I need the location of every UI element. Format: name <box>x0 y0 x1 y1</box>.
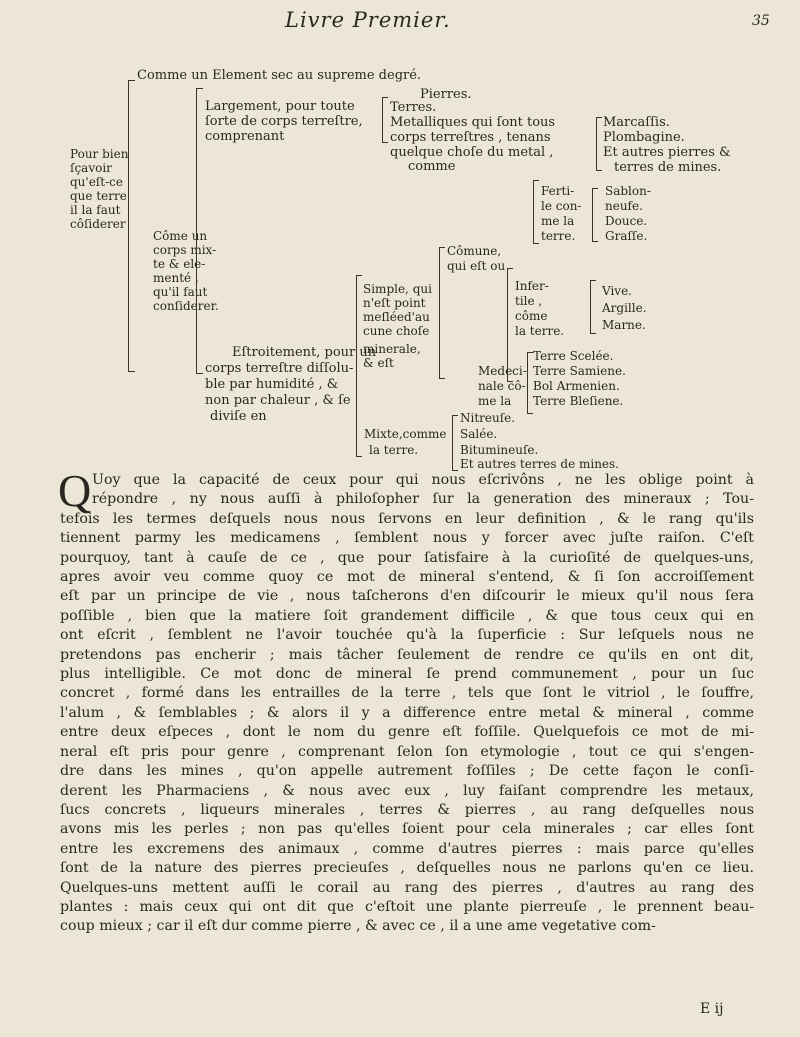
narrow-brace <box>356 275 362 457</box>
body-line: apres avoir veu comme quoy ce mot de mineral s'entend, & ſi ſon accroiſſement <box>60 569 754 586</box>
body-line: pretendons pas encherir ; mais tâcher ſeulement de rendre ce qu'ils en ont dit, <box>60 646 754 663</box>
body-line: Quelques-uns mettent auſſi le corail au rang des pierres , d'autres au rang des <box>60 879 754 896</box>
running-title: Livre Premier. <box>285 8 451 32</box>
body-line: concret , formé dans les entrailles de la terre , tels que ſont le vitriol , le ſouffre, <box>60 685 754 702</box>
body-line: plus intelligible. Ce mot donc de mineral ſe prend communement , pour un ſuc <box>60 666 754 683</box>
body-line: entre deux eſpeces , dont le nom du genre eſt foſſile. Quelquefois ce mot de mi- <box>60 724 754 741</box>
body-line: neral eſt pris pour genre , comprenant ſelon ſon etymologie , tout ce qui s'engen- <box>60 743 754 760</box>
table-intro: Comme un Element sec au supreme degré. <box>137 68 422 83</box>
body-line: avons mis les perles ; non pas qu'elles ſoient pour cela minerales ; car elles ſont <box>60 821 754 838</box>
body-line: derent les Pharmaciens , & nous avec eux , luy faiſant comprendre les metaux, <box>60 782 754 799</box>
drop-cap: Q <box>58 465 92 516</box>
body-line: coup mieux ; car il eſt dur comme pierre , & avec ce , il a une ame vegetative com- <box>60 918 656 935</box>
body-line: tiennent parmy les medicamens , ſemblent nous y forcer avec juſte raiſon. C'eſt <box>60 530 754 547</box>
root-brace <box>128 80 135 372</box>
fertile-brace <box>533 180 539 244</box>
page-number: 35 <box>752 13 770 29</box>
body-line: ſont de la nature des pierres precieuſes , deſquelles nous ne parlons qu'en ce lieu. <box>60 860 754 877</box>
body-line: eſt par un principe de vie , nous taſcherons d'en diſcourir le mieux qu'il nous ſera <box>60 588 754 605</box>
body-line: entre les excremens des animaux , comme d'autres pierres : mais parce qu'elles <box>60 840 754 857</box>
body-line: l'alum , & ſemblables ; & alors il y a difference entre metal & mineral , comme <box>60 704 754 721</box>
body-line: poſſible , bien que la matiere ſoit grandement difficile , & que tous ceux qui en <box>60 607 754 624</box>
simple-brace <box>439 247 445 379</box>
metal-brace <box>596 117 602 171</box>
body-line: Uoy que la capacité de ceux pour qui nous eſcrivôns , ne les oblige point à <box>92 472 754 488</box>
body-line: tefois les termes deſquels nous nous ſervons en leur definition , & le rang qu'ils <box>60 510 754 527</box>
broad-brace <box>382 97 388 143</box>
body-line: ſucs concrets , liqueurs minerales , terres & pierres , au rang deſquelles nous <box>60 801 754 818</box>
body-line: pourquoy, tant à cauſe de ce , que pour ſatisfaire à la curioſité de quelques-uns, <box>60 549 754 566</box>
infertile-items-brace <box>590 280 596 334</box>
body-line: dre dans les mines , qu'on appelle autrement foſſiles ; De cette façon le conſi- <box>60 763 754 780</box>
fertile-items-brace <box>592 188 598 242</box>
body-line: plantes : mais ceux qui ont dit que c'eſtoit une plante pierreuſe , le prennent beau- <box>60 898 754 915</box>
body-line: répondre , ny nous auſſi à philoſopher ſur la generation des mineraux ; Tou- <box>92 491 754 508</box>
mixed-items-brace <box>452 415 458 471</box>
body-line: ont eſcrit , ſemblent ne l'avoir touchée qu'à la ſuperficie : Sur leſquels nous ne <box>60 627 754 644</box>
mixed-body-brace <box>196 88 203 374</box>
signature-mark: E ij <box>700 1001 724 1017</box>
body-paragraph <box>60 471 754 937</box>
